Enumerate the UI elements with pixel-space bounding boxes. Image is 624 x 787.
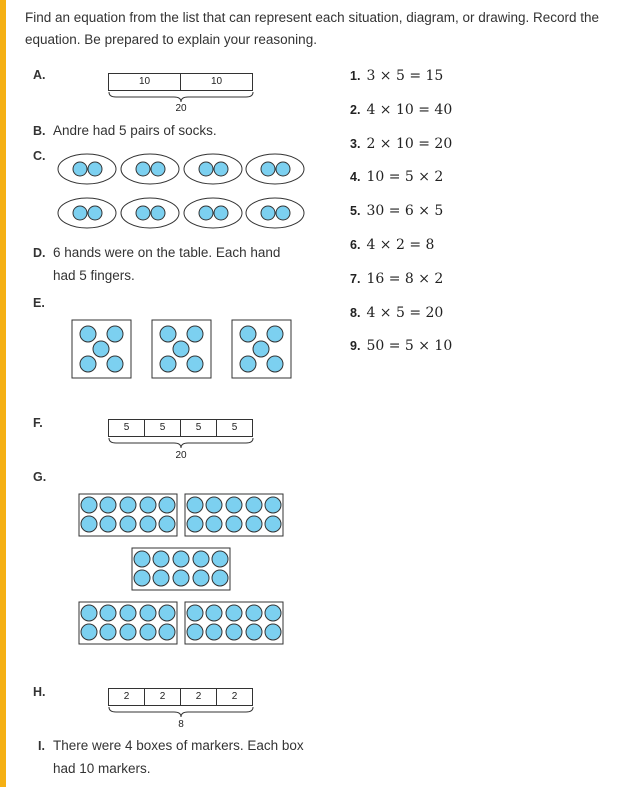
tape-segment: 5 bbox=[181, 420, 217, 436]
oval-group bbox=[121, 198, 179, 228]
item-h-tape-diagram bbox=[108, 688, 253, 706]
equation-expression: 4 × 10 = 40 bbox=[366, 101, 453, 118]
brace bbox=[108, 437, 254, 449]
item-d-text-line2: had 5 fingers. bbox=[53, 268, 135, 283]
oval-group bbox=[121, 154, 179, 184]
equation-expression: 4 × 5 = 20 bbox=[366, 304, 444, 321]
ten-frame bbox=[79, 494, 177, 536]
tape-segment: 2 bbox=[145, 689, 181, 705]
tape-segment: 2 bbox=[109, 689, 145, 705]
equation-item bbox=[350, 66, 452, 100]
item-d-text-line1: 6 hands were on the table. Each hand bbox=[53, 245, 281, 260]
equation-item bbox=[350, 269, 452, 303]
instructions: Find an equation from the list that can represent each situation, diagram, or drawing. Record the equation. Be prepared to explain your reasoning. bbox=[25, 10, 600, 47]
item-i-text-line1: There were 4 boxes of markers. Each box bbox=[53, 738, 304, 753]
item-a-tape-total: 20 bbox=[175, 103, 187, 114]
tape-segment: 10 bbox=[109, 74, 181, 90]
item-a-label: A. bbox=[33, 68, 46, 82]
dot-box bbox=[232, 320, 291, 378]
dot-box bbox=[72, 320, 131, 378]
oval-group bbox=[58, 198, 116, 228]
item-h-tape-total: 8 bbox=[178, 719, 184, 730]
equation-item bbox=[350, 235, 452, 269]
equation-item bbox=[350, 167, 452, 201]
dot-box bbox=[152, 320, 211, 378]
equation-expression: 10 = 5 × 2 bbox=[366, 169, 444, 186]
item-i-label: I. bbox=[38, 739, 45, 753]
ten-frame bbox=[185, 602, 283, 644]
tape-segment: 2 bbox=[181, 689, 217, 705]
brace bbox=[108, 91, 254, 103]
equation-number: 3. bbox=[350, 136, 361, 151]
accent-bar bbox=[0, 0, 6, 787]
equation-number: 6. bbox=[350, 237, 361, 252]
equation-expression: 2 × 10 = 20 bbox=[366, 135, 453, 152]
equation-number: 2. bbox=[350, 102, 361, 117]
equation-expression: 50 = 5 × 10 bbox=[366, 338, 453, 355]
equation-item bbox=[350, 134, 452, 168]
item-c-oval-groups bbox=[55, 151, 310, 231]
tape-segment: 5 bbox=[231, 422, 238, 433]
tape-segment: 5 bbox=[145, 420, 181, 436]
brace bbox=[108, 706, 254, 718]
equation-expression: 3 × 5 = 15 bbox=[366, 68, 444, 84]
oval-group bbox=[184, 198, 242, 228]
equation-number: 1. bbox=[350, 69, 361, 83]
oval-group bbox=[184, 154, 242, 184]
item-g-ten-frames bbox=[78, 493, 286, 647]
item-f-tape-diagram bbox=[108, 419, 253, 437]
equation-expression: 30 = 6 × 5 bbox=[366, 203, 444, 220]
equation-item bbox=[350, 201, 452, 235]
item-e-dot-boxes bbox=[71, 319, 293, 381]
item-b-label: B. bbox=[33, 124, 46, 138]
item-e-label: E. bbox=[33, 296, 45, 310]
item-b-text: Andre had 5 pairs of socks. bbox=[53, 123, 217, 138]
equation-number: 8. bbox=[350, 305, 361, 320]
item-h-label: H. bbox=[33, 685, 46, 699]
equation-item bbox=[350, 100, 452, 134]
item-i-text-line2: had 10 markers. bbox=[53, 761, 151, 776]
equation-number: 9. bbox=[350, 339, 361, 354]
tape-segment: 5 bbox=[109, 420, 145, 436]
equation-item bbox=[350, 336, 452, 370]
equation-number: 4. bbox=[350, 170, 361, 185]
item-c-label: C. bbox=[33, 149, 46, 163]
oval-group bbox=[58, 154, 116, 184]
item-f-label: F. bbox=[33, 416, 43, 430]
ten-frame bbox=[132, 548, 230, 590]
item-f-tape-total: 20 bbox=[175, 450, 187, 461]
item-g-label: G. bbox=[33, 470, 47, 484]
equation-item bbox=[350, 303, 452, 337]
oval-group bbox=[246, 198, 304, 228]
equation-expression: 16 = 8 × 2 bbox=[366, 270, 444, 287]
ten-frame bbox=[185, 494, 283, 536]
oval-group bbox=[246, 154, 304, 184]
equation-number: 5. bbox=[350, 204, 361, 219]
equation-number: 7. bbox=[350, 271, 361, 286]
equation-expression: 4 × 2 = 8 bbox=[366, 236, 435, 253]
item-a-tape-diagram bbox=[108, 73, 253, 91]
tape-segment: 10 bbox=[210, 76, 223, 87]
ten-frame bbox=[79, 602, 177, 644]
tape-segment: 2 bbox=[231, 691, 238, 702]
item-d-label: D. bbox=[33, 246, 46, 260]
equation-list bbox=[350, 66, 452, 370]
